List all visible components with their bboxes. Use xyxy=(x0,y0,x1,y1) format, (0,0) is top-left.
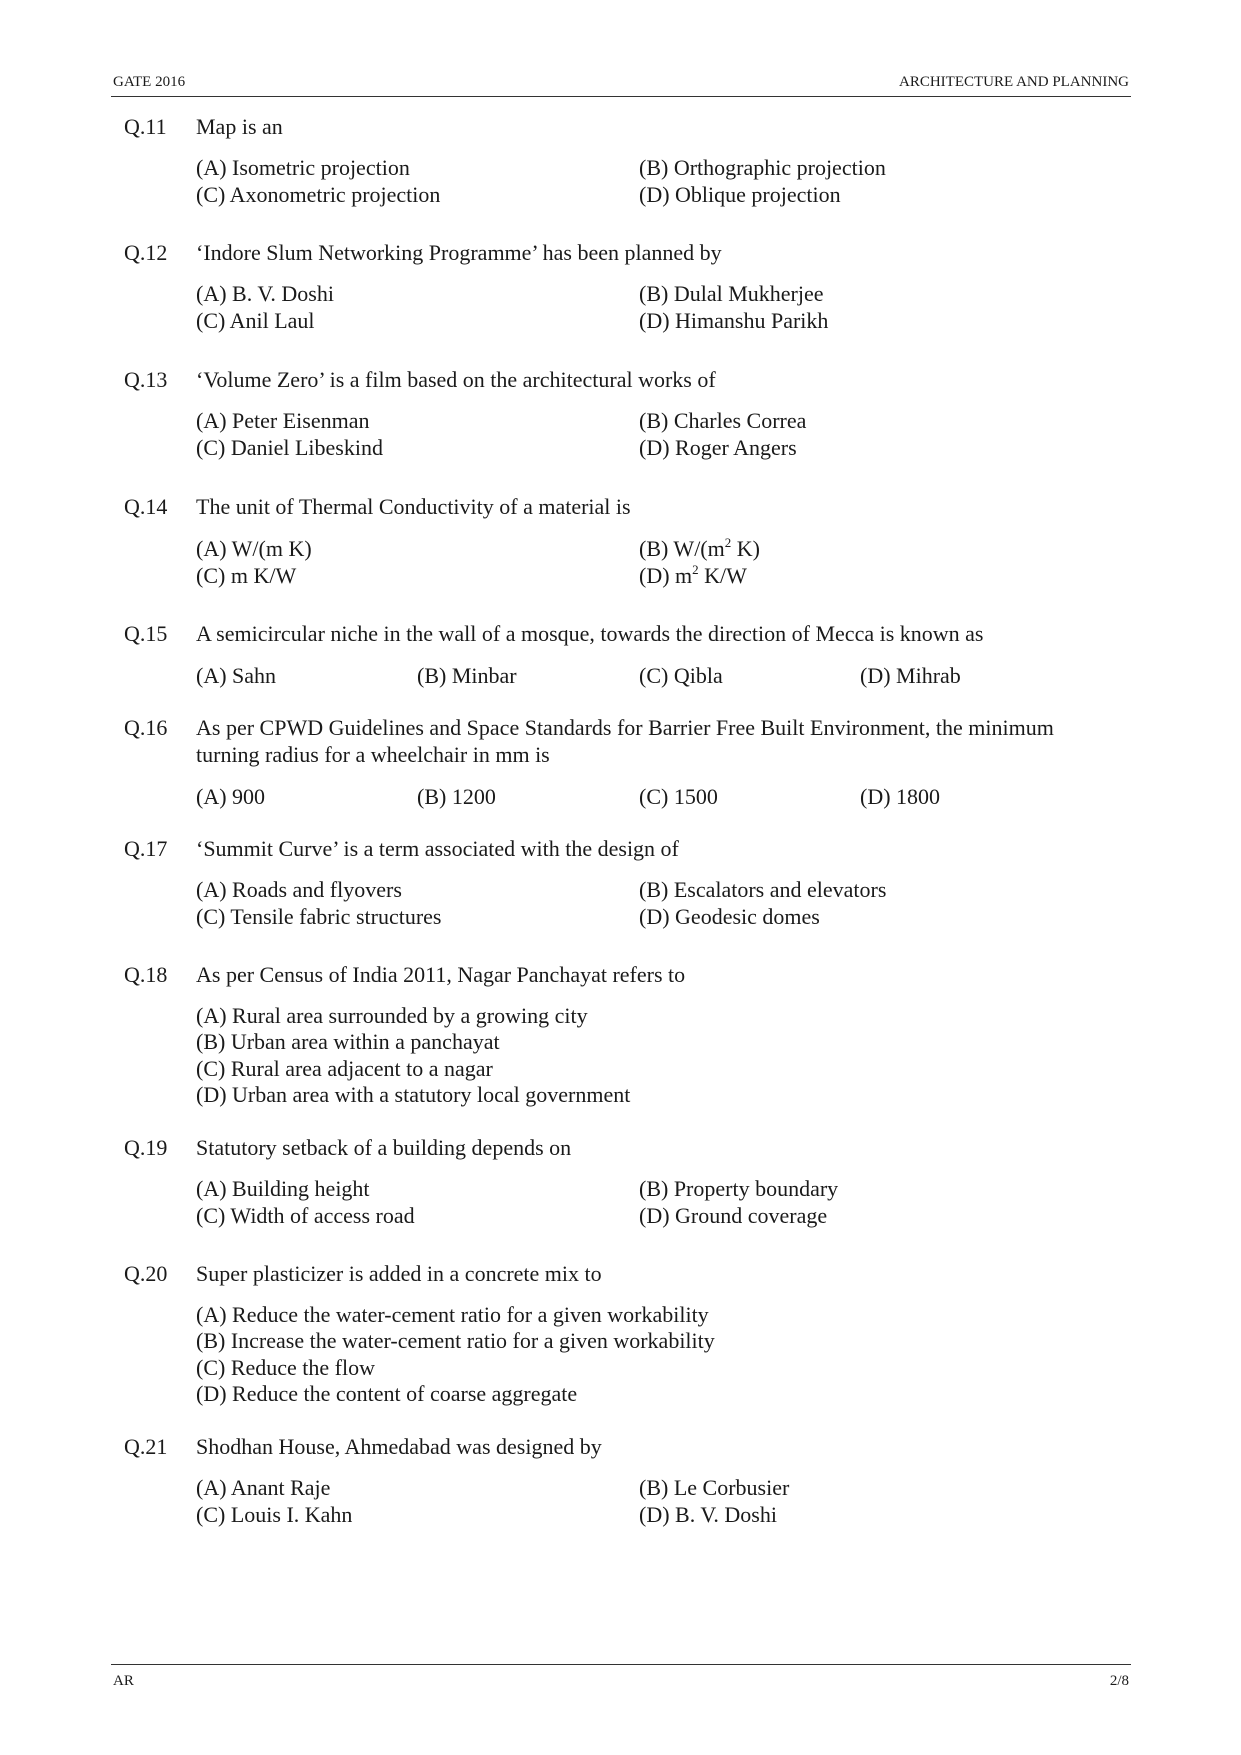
question-text: As per Census of India 2011, Nagar Panchayat refers to xyxy=(196,962,686,987)
option-d: (D) Roger Angers xyxy=(639,435,797,460)
question-text: The unit of Thermal Conductivity of a material is xyxy=(196,494,631,519)
option-b: (B) 1200 xyxy=(417,784,496,809)
question-number: Q.21 xyxy=(124,1434,168,1459)
question-text: Statutory setback of a building depends on xyxy=(196,1135,572,1160)
option-c: (C) Axonometric projection xyxy=(196,182,441,207)
option-a: (A) B. V. Doshi xyxy=(196,281,334,306)
option-b: (B) Charles Correa xyxy=(639,408,807,433)
option-d: (D) Ground coverage xyxy=(639,1203,828,1228)
question-number: Q.15 xyxy=(124,621,168,646)
option-c: (C) Qibla xyxy=(639,663,723,688)
option-d-base: (D) m xyxy=(639,563,693,588)
option-d xyxy=(639,562,747,589)
option-d: (D) Mihrab xyxy=(860,663,961,688)
question-number: Q.19 xyxy=(124,1135,168,1160)
question-number: Q.17 xyxy=(124,836,168,861)
option-a: (A) Building height xyxy=(196,1176,370,1201)
option-b: (B) Dulal Mukherjee xyxy=(639,281,824,306)
option-d: (D) Urban area with a statutory local government xyxy=(196,1082,631,1107)
option-d: (D) Oblique projection xyxy=(639,182,841,207)
question-number: Q.13 xyxy=(124,367,168,392)
question-text: A semicircular niche in the wall of a mosque, towards the direction of Mecca is known as xyxy=(196,621,984,646)
option-c: (C) Tensile fabric structures xyxy=(196,904,442,929)
option-a: (A) Anant Raje xyxy=(196,1475,331,1500)
option-c: (C) Louis I. Kahn xyxy=(196,1502,353,1527)
option-a: (A) Sahn xyxy=(196,663,277,688)
question-text: Map is an xyxy=(196,114,283,139)
option-d: (D) 1800 xyxy=(860,784,941,809)
exam-title: GATE 2016 xyxy=(113,74,186,90)
option-c: (C) Reduce the flow xyxy=(196,1355,375,1380)
option-b-base: (B) W/(m xyxy=(639,536,725,561)
question-number: Q.18 xyxy=(124,962,168,987)
option-a: (A) W/(m K) xyxy=(196,536,312,561)
option-c: (C) Rural area adjacent to a nagar xyxy=(196,1056,493,1081)
option-c: (C) m K/W xyxy=(196,563,297,588)
option-b xyxy=(639,535,760,562)
option-d: (D) Reduce the content of coarse aggregate xyxy=(196,1381,578,1406)
option-b: (B) Orthographic projection xyxy=(639,155,886,180)
option-a: (A) 900 xyxy=(196,784,266,809)
option-a: (A) Rural area surrounded by a growing city xyxy=(196,1003,588,1028)
option-a: (A) Roads and flyovers xyxy=(196,877,402,902)
question-number: Q.20 xyxy=(124,1261,168,1286)
question-text: ‘Volume Zero’ is a film based on the architectural works of xyxy=(196,367,716,392)
question-text: ‘Indore Slum Networking Programme’ has been planned by xyxy=(196,240,722,265)
option-c: (C) Daniel Libeskind xyxy=(196,435,383,460)
option-a: (A) Isometric projection xyxy=(196,155,410,180)
question-text: ‘Summit Curve’ is a term associated with the design of xyxy=(196,836,679,861)
question-text-line-2: turning radius for a wheelchair in mm is xyxy=(196,742,550,767)
option-b: (B) Property boundary xyxy=(639,1176,839,1201)
superscript: 2 xyxy=(724,535,732,550)
option-d-tail: K/W xyxy=(698,563,747,588)
superscript: 2 xyxy=(692,562,699,577)
option-d: (D) Himanshu Parikh xyxy=(639,308,829,333)
page-header xyxy=(111,72,1131,97)
option-b: (B) Le Corbusier xyxy=(639,1475,790,1500)
page-footer xyxy=(111,1664,1131,1689)
question-text: Super plasticizer is added in a concrete mix to xyxy=(196,1261,602,1286)
paper-code: AR xyxy=(113,1673,134,1689)
option-c: (C) 1500 xyxy=(639,784,718,809)
question-text: Shodhan House, Ahmedabad was designed by xyxy=(196,1434,602,1459)
option-b: (B) Urban area within a panchayat xyxy=(196,1029,500,1054)
option-d: (D) Geodesic domes xyxy=(639,904,820,929)
question-number: Q.14 xyxy=(124,494,168,519)
option-c: (C) Anil Laul xyxy=(196,308,315,333)
question-text: As per CPWD Guidelines and Space Standards for Barrier Free Built Environment, the minimum xyxy=(196,715,1054,740)
question-number: Q.11 xyxy=(124,114,167,139)
option-b: (B) Increase the water-cement ratio for a given workability xyxy=(196,1328,715,1353)
option-d: (D) B. V. Doshi xyxy=(639,1502,777,1527)
question-number: Q.12 xyxy=(124,240,168,265)
option-a: (A) Reduce the water-cement ratio for a given workability xyxy=(196,1302,709,1327)
paper-subject: ARCHITECTURE AND PLANNING xyxy=(899,74,1129,90)
question-number: Q.16 xyxy=(124,715,168,740)
option-b-tail: K) xyxy=(731,536,760,561)
page-number: 2/8 xyxy=(1109,1673,1129,1689)
option-b: (B) Minbar xyxy=(417,663,517,688)
option-b: (B) Escalators and elevators xyxy=(639,877,887,902)
option-c: (C) Width of access road xyxy=(196,1203,415,1228)
option-a: (A) Peter Eisenman xyxy=(196,408,370,433)
